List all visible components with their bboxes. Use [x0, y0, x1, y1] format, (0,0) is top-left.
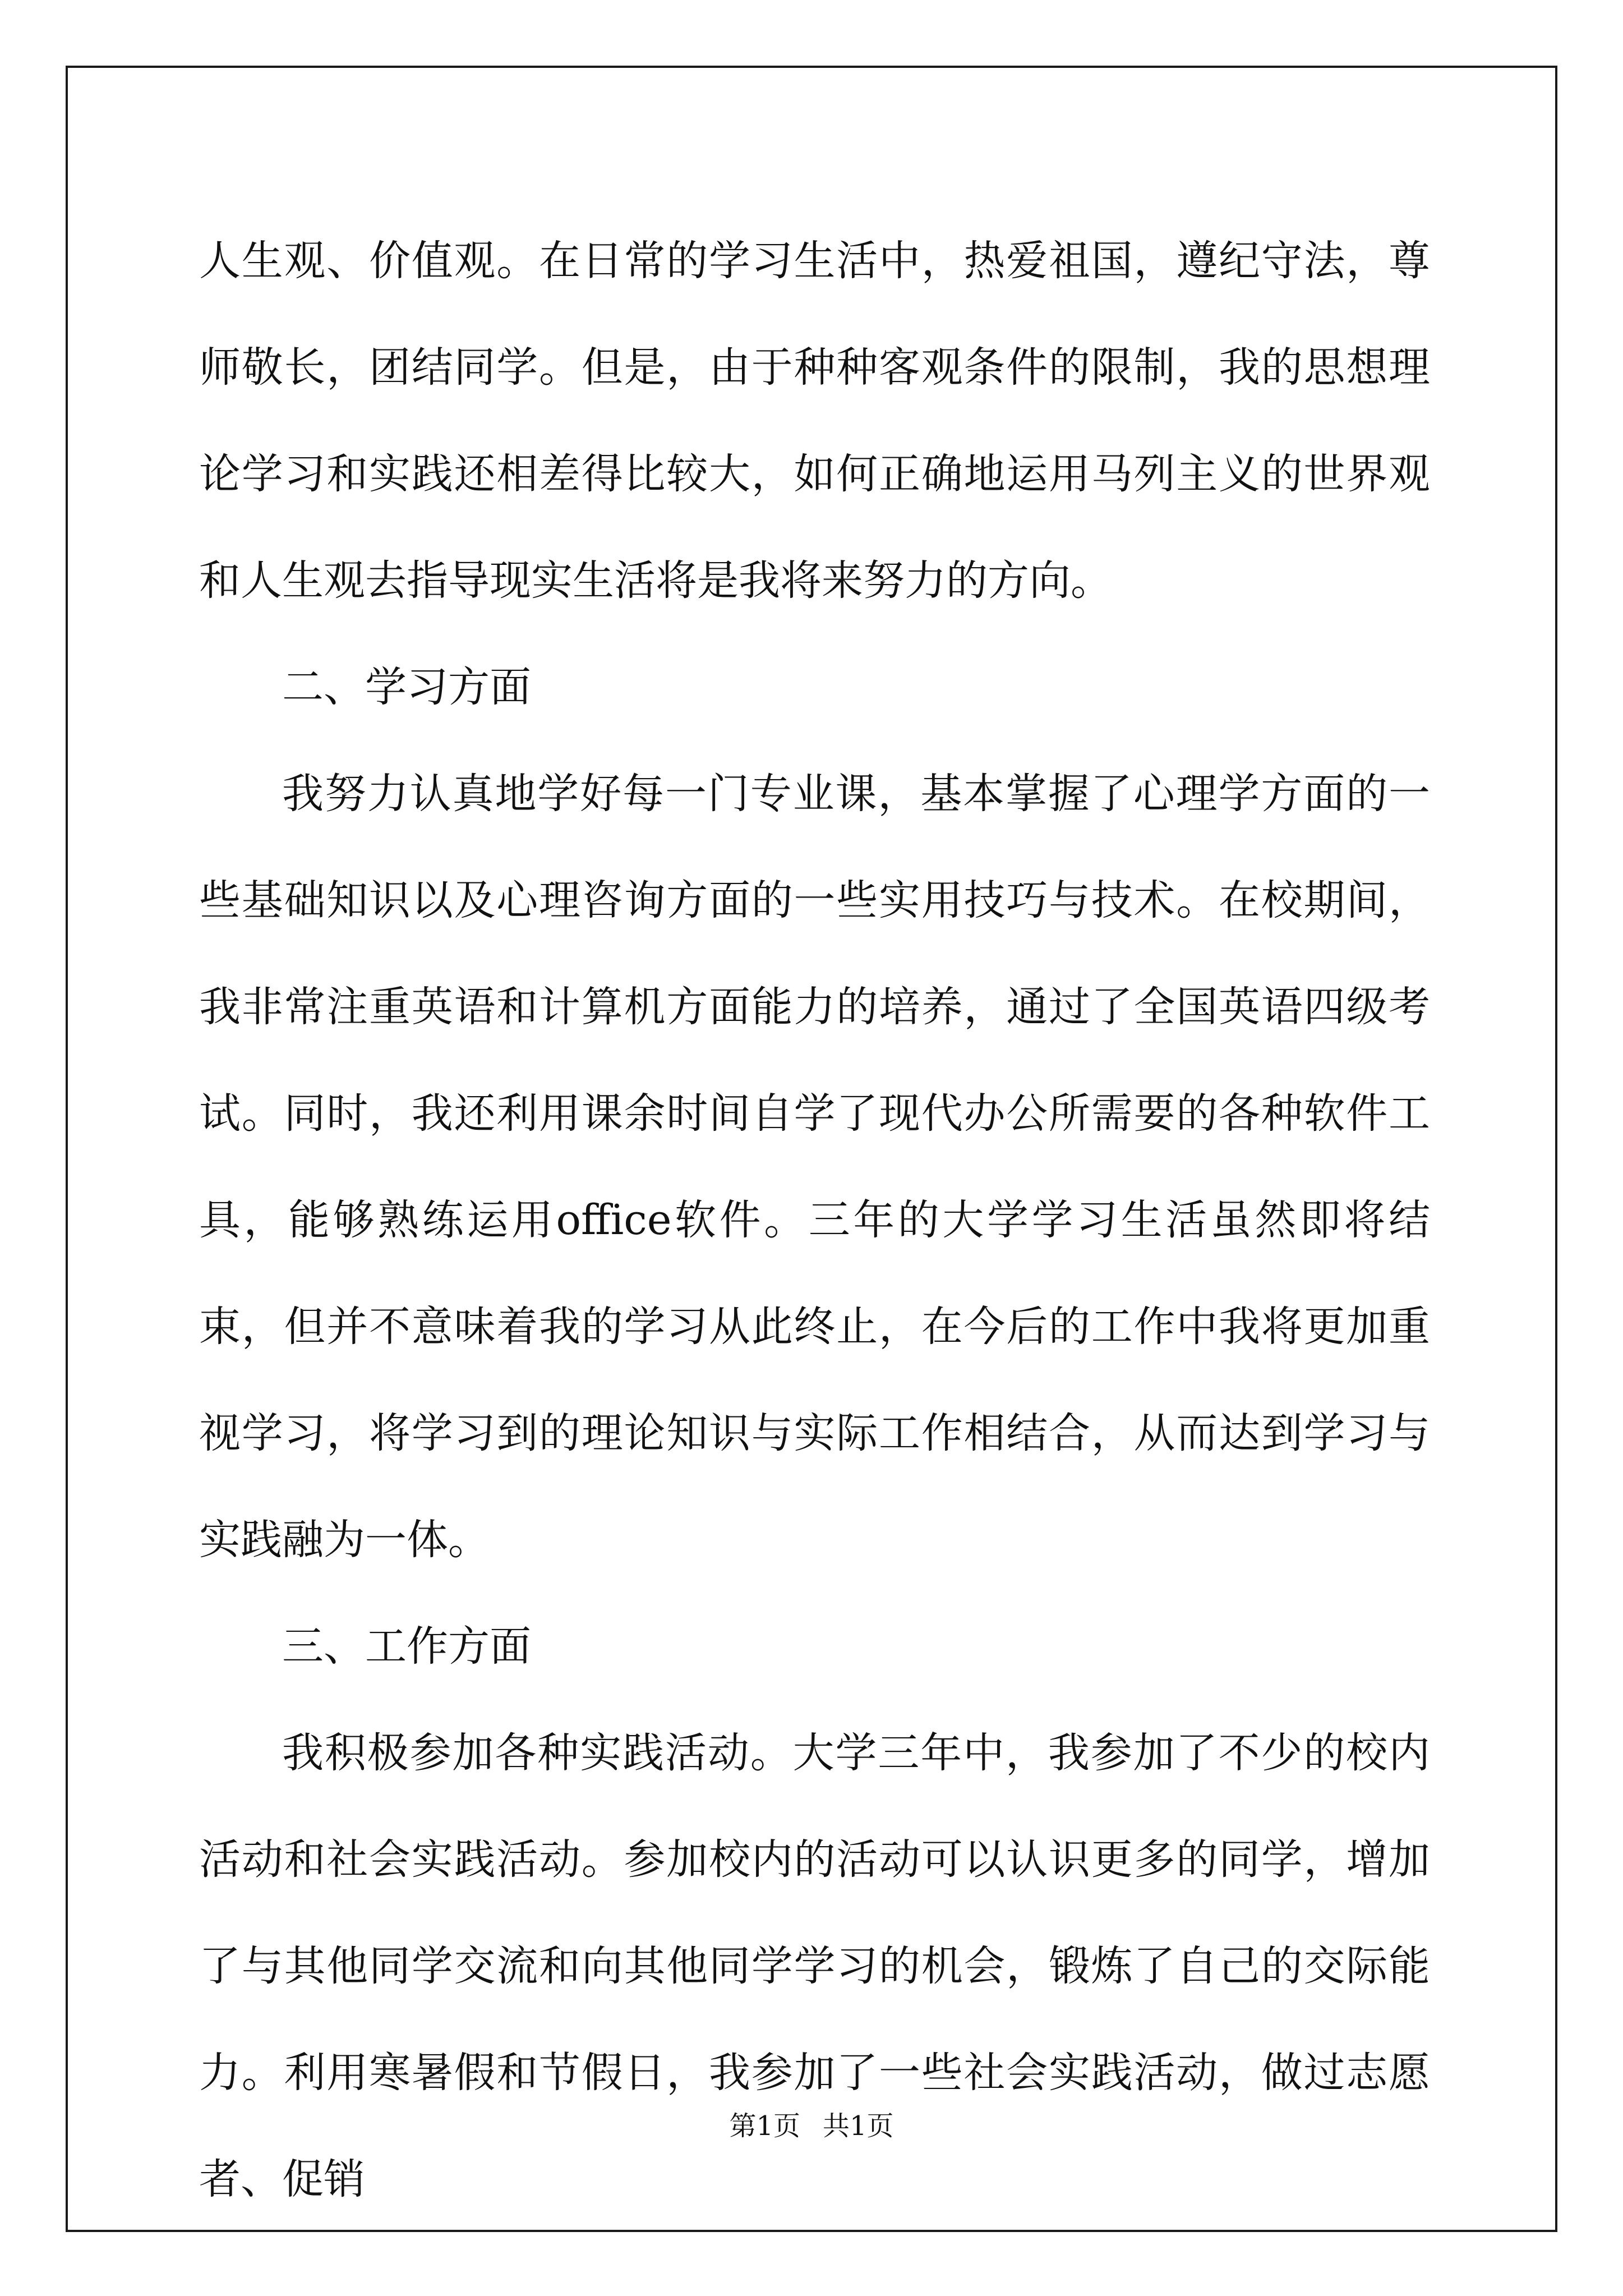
paragraph-continued: 人生观、价值观。在日常的学习生活中，热爱祖国，遵纪守法，尊师敬长，团结同学。但是，由于种种客观条件的限制，我的思想理论学习和实践还相差得比较大，如何正确地运用马列主义的世界观和人生观去指导现实生活将是我将来努力的方向。 — [199, 237, 1430, 605]
section-heading-study: 二、学习方面 — [282, 663, 531, 711]
page-footer — [0, 2109, 1623, 2143]
paragraph-work: 我积极参加各种实践活动。大学三年中，我参加了不少的校内活动和社会实践活动。参加校内的活动可以认识更多的同学，增加了与其他同学交流和向其他同学学习的机会，锻炼了自己的交际能力。利用寒暑假和节假日，我参加了一些社会实践活动，做过志愿者、促销 — [199, 1729, 1430, 2203]
page-number: 第1页 — [729, 2110, 800, 2142]
document-body — [199, 208, 1430, 2233]
section-heading-work: 三、工作方面 — [282, 1622, 531, 1671]
paragraph-study: 我努力认真地学好每一门专业课，基本掌握了心理学方面的一些基础知识以及心理咨询方面的一些实用技巧与技术。在校期间，我非常注重英语和计算机方面能力的培养，通过了全国英语四级考试。同时，我还利用课余时间自学了现代办公所需要的各种软件工具，能够熟练运用office软件。三年的大学学习生活虽然即将结束，但并不意味着我的学习从此终止，在今后的工作中我将更加重视学习，将学习到的理论知识与实际工作相结合，从而达到学习与实践融为一体。 — [199, 770, 1430, 1564]
page-total: 共1页 — [823, 2110, 894, 2142]
